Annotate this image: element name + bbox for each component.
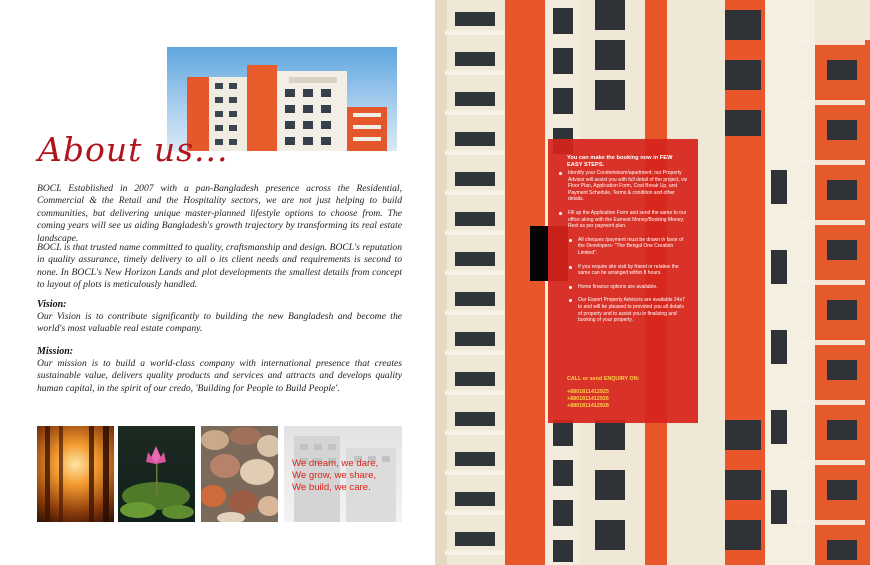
forest-sunlight-thumbnail <box>37 426 114 522</box>
booking-step: Identify your Condominium/apartment; our Property Advisor will assist you with full detail of the project, viz Floor Plan, Application Form, Cost Break Up, and Payment Schedule, Terms & condition and other details. <box>558 170 688 203</box>
mission-text: Our mission is to build a world-class company with international presence that creates sustainable value, delivers quality products and services and attracts and develops quality human capital, in the spirit of our credo, 'Building for People to Build People'. <box>37 358 402 394</box>
booking-note: All cheques /payment must be drawn in favor of the Developers- "The Bengal One Creation Limited". <box>558 237 688 257</box>
motto-line: We build, we care. <box>292 482 371 493</box>
booking-title: You can make the booking now in FEW EASY STEPS. <box>567 155 673 168</box>
intro-paragraph: BOCL Established in 2007 with a pan-Bangladesh presence across the Residential, Commercial & the Retail and the Hospitality sectors, we are not just helping to build communities, but delivering unique master-planned lifestyle options to choose from. The coming years will see us aiding Bangladesh's growth trajectory by transforming its real estate landscape. <box>37 183 402 244</box>
booking-note: If you require site visit by friend or relative the same can be arranged within 8 hours. <box>558 264 688 277</box>
page-title: About us... <box>38 130 229 169</box>
booking-step: Fill up the Application Form and send the same to our office along with the Earnest Money/Booking Money; Rest as per payment plan. <box>558 210 688 230</box>
vision-heading: Vision: <box>37 299 67 310</box>
lotus-flower-illustration <box>118 426 195 522</box>
pebbles-illustration <box>201 426 278 522</box>
booking-steps-list <box>558 170 688 331</box>
phone-list <box>567 389 609 411</box>
booking-steps-panel <box>548 139 698 423</box>
lotus-thumbnail <box>118 426 195 522</box>
trust-paragraph: BOCL is that trusted name committed to quality, craftsmanship and design. BOCL's reputation in quality assurance, timely delivery to all o its client needs and requirements is second to none. In BOCL's New Horizon Lands and plot developments the smallest details from concept to layout of plots is meticulously handled. <box>37 242 402 291</box>
phone-number: +8801811412925 <box>567 389 609 395</box>
motto-line: We grow, we share, <box>292 470 377 481</box>
mission-heading: Mission: <box>37 346 74 357</box>
motto-quote <box>292 458 378 494</box>
pebbles-thumbnail <box>201 426 278 522</box>
motto-line: We dream, we dare, <box>292 458 379 469</box>
booking-note: Home finance options are available. <box>558 284 688 291</box>
tree-trunks-illustration <box>37 426 114 522</box>
phone-number: +8801811412928 <box>567 403 609 410</box>
booking-note: Our Expert Property Advisors are available 24x7 to and will be pleased to provided you all details of property and to assist you in finalizing and booking of your property. <box>558 297 688 323</box>
phone-number: +8801811412926 <box>567 396 609 403</box>
call-label: CALL or send ENQUIRY ON: <box>567 376 640 382</box>
vision-text: Our Vision is to contribute significantly to building the new Bangladesh and become the world's most valuable real estate company. <box>37 311 402 335</box>
